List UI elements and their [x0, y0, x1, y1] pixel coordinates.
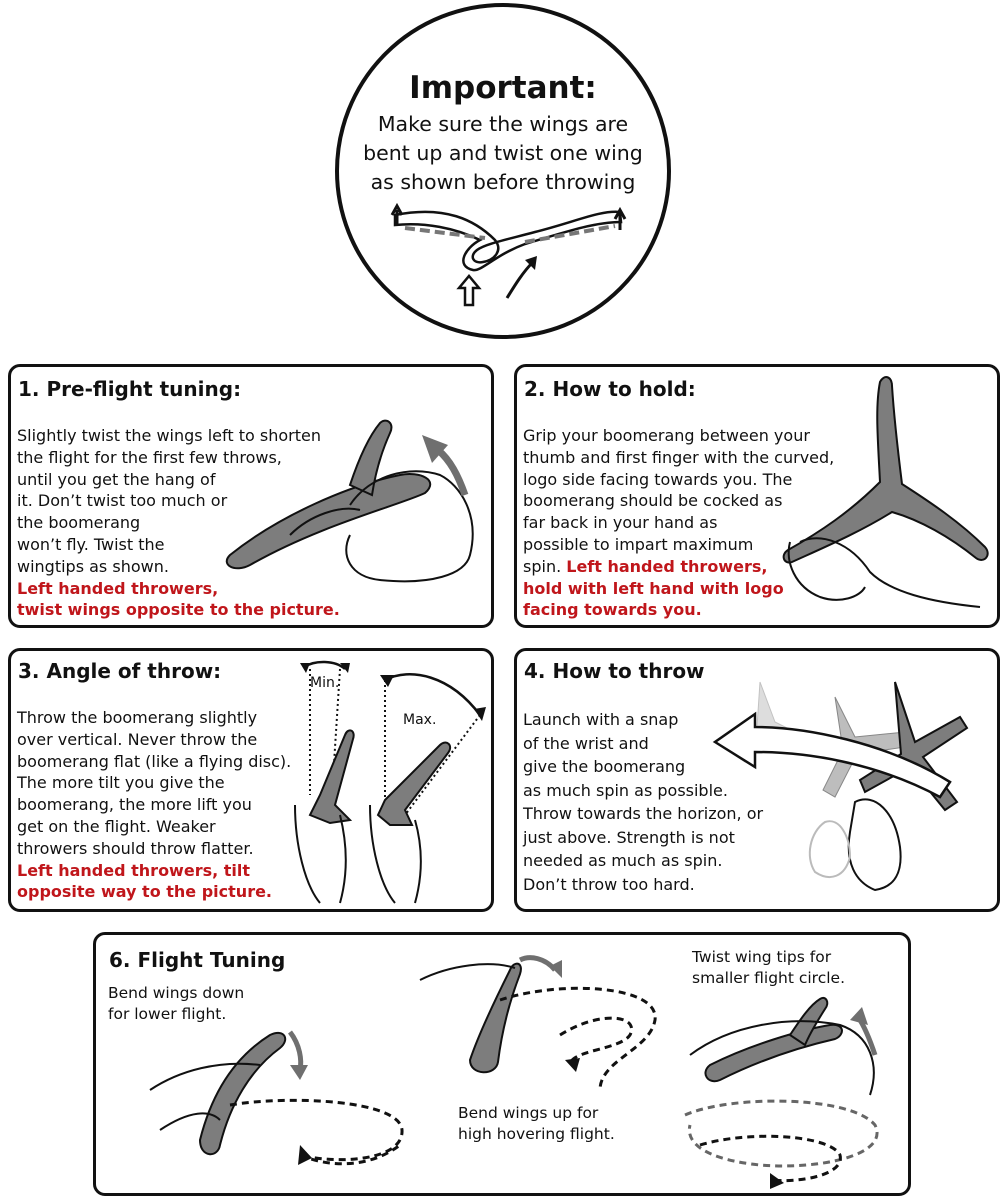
important-boomerang-illustration — [385, 200, 635, 310]
text-line: of the wrist and — [523, 733, 649, 753]
twist-tips-illustration — [670, 995, 900, 1190]
left-hand-warning: Left handed throwers, — [17, 578, 219, 598]
twist-wingtips-illustration — [200, 405, 490, 595]
text-line: smaller flight circle. — [692, 969, 846, 987]
panel-title: 1. Pre-flight tuning: — [18, 377, 242, 401]
panel-title: 3. Angle of throw: — [18, 659, 222, 683]
text-line: the flight for the first few throws, — [17, 447, 282, 467]
panel-title: 4. How to throw — [524, 659, 705, 683]
panel-title: 2. How to hold: — [524, 377, 696, 401]
text-line: needed as much as spin. — [523, 851, 723, 870]
text-line: Throw towards the horizon, or — [523, 804, 764, 823]
panel-title: 6. Flight Tuning — [109, 948, 286, 972]
bend-down-illustration — [140, 1020, 410, 1180]
left-hand-warning: Left handed throwers, tilt — [17, 860, 251, 880]
text-line: as much spin as possible. — [523, 780, 728, 800]
throw-angle-illustration — [290, 655, 490, 905]
text-line: the boomerang — [17, 513, 141, 533]
important-line: as shown before throwing — [370, 170, 636, 194]
text-line: Bend wings down — [108, 984, 245, 1002]
text-line: Don’t throw too hard. — [523, 874, 695, 894]
text-line: boomerang, the more lift you — [17, 795, 252, 815]
text-line: Twist wing tips for — [692, 948, 832, 966]
text-line: Throw the boomerang slightly — [17, 708, 258, 727]
text-line: Bend wings up for — [458, 1104, 599, 1122]
text-line: give the boomerang — [523, 757, 686, 776]
left-hand-warning: hold with left hand with logo — [523, 578, 784, 598]
text-line: high hovering flight. — [458, 1125, 615, 1143]
important-line: bent up and twist one wing — [363, 141, 643, 165]
text-line: spin. — [523, 556, 567, 576]
text-line: for lower flight. — [108, 1005, 227, 1023]
left-hand-warning: opposite way to the picture. — [17, 882, 273, 902]
text-line: logo side facing towards you. The — [523, 469, 793, 489]
hold-boomerang-illustration — [780, 372, 995, 612]
text-line: over vertical. Never throw the — [17, 729, 258, 749]
bend-down-note — [108, 983, 244, 1025]
text-line: it. Don’t twist too much or — [17, 491, 228, 511]
text-line: Grip your boomerang between your — [523, 426, 810, 445]
text-line: Slightly twist the wings left to shorten — [17, 426, 321, 445]
left-hand-warning: Left handed throwers, — [566, 556, 768, 576]
text-line: The more tilt you give the — [17, 773, 225, 793]
text-line: possible to impart maximum — [523, 534, 754, 554]
left-hand-warning: twist wings opposite to the picture. — [17, 600, 340, 620]
left-hand-warning: facing towards you. — [523, 600, 702, 620]
text-line: wingtips as shown. — [17, 556, 169, 576]
text-line: get on the flight. Weaker — [17, 816, 216, 836]
text-line: just above. Strength is not — [523, 827, 735, 847]
text-line: thumb and first finger with the curved, — [523, 447, 835, 467]
text-line: boomerang flat (like a flying disc). — [17, 751, 292, 771]
text-line: until you get the hang of — [17, 469, 216, 489]
text-line: throwers should throw flatter. — [17, 838, 254, 858]
text-line: won’t fly. Twist the — [17, 534, 165, 554]
important-line: Make sure the wings are — [377, 112, 629, 136]
text-line: boomerang should be cocked as — [523, 491, 783, 511]
text-line: Launch with a snap — [523, 710, 679, 729]
important-title: Important: — [409, 70, 597, 106]
twist-tips-note — [692, 947, 845, 989]
text-line: far back in your hand as — [523, 513, 718, 533]
important-text — [335, 110, 671, 197]
min-angle-label: Min. — [310, 675, 340, 691]
max-angle-label: Max. — [403, 712, 437, 728]
bend-up-illustration — [410, 950, 670, 1090]
throw-motion-illustration — [705, 672, 995, 892]
bend-up-note — [458, 1103, 615, 1145]
angle-instructions — [17, 707, 291, 903]
